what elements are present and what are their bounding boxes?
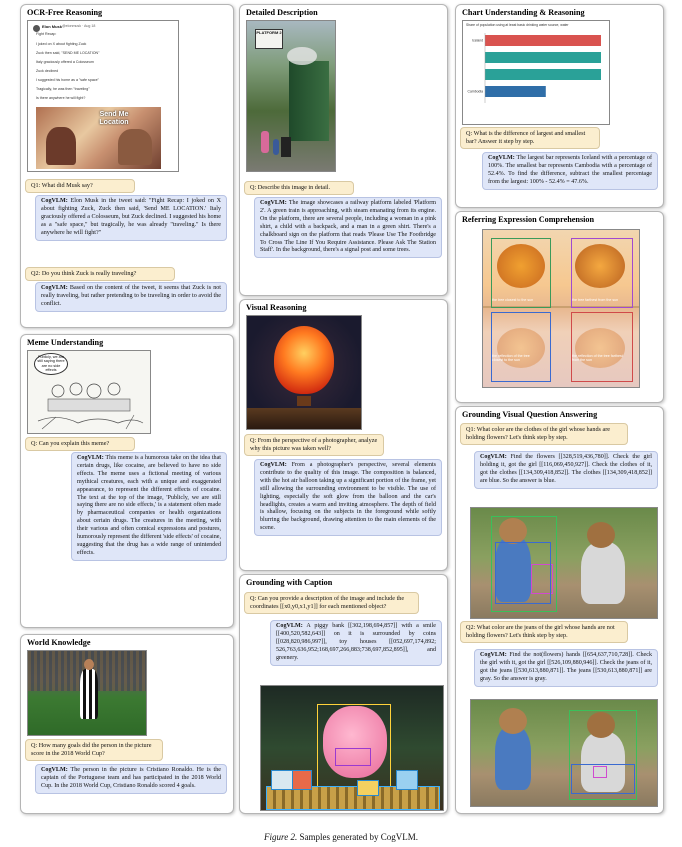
chart-bar bbox=[485, 52, 601, 63]
meme-q bbox=[25, 437, 135, 451]
gvqa-q2-text: Q2: What color are the jeans of the girl whose hands are not holding flowers? Let's think step by step. bbox=[466, 624, 615, 640]
gvqa-a1-text: Find the flowers [[328,519,436,780]]. Check the girl holding it, got the girl [[116,069,450,927]]. Check the clothes of it, got the clothes [[134,309,418,852]]. The clothes [[134,309,418,852]] are blue. So the answer is blue. bbox=[480, 454, 652, 484]
tweet-handle: @elonmusk · Aug 18 bbox=[62, 24, 96, 28]
piggy-bank-photo bbox=[260, 685, 444, 811]
grounding-caption-a bbox=[270, 620, 442, 666]
ref-label: the reflection of the tree closest to the sun bbox=[492, 354, 530, 363]
referring-title: Referring Expression Comprehension bbox=[462, 215, 595, 224]
tweet-line: Tragically, he was then "traveling" bbox=[36, 87, 90, 91]
piggy-box bbox=[317, 704, 391, 788]
box-clothes bbox=[495, 542, 551, 604]
tweet-line: Zuck then said, "SEND ME LOCATION" bbox=[36, 51, 100, 55]
cogvlm-label: CogVLM: bbox=[41, 285, 68, 291]
grounding-caption-q bbox=[244, 592, 419, 614]
visual-q-text: Q: From the perspective of a photographer, analyze why this picture was taken well? bbox=[250, 437, 378, 453]
girl-right-hair bbox=[587, 522, 615, 548]
meme-q-text: Q: Can you explain this meme? bbox=[31, 440, 110, 447]
chart-bar bbox=[485, 86, 546, 97]
girl-left bbox=[495, 726, 531, 790]
bar-chart bbox=[463, 21, 609, 124]
tweet-line: I joked on X about fighting Zuck bbox=[36, 42, 87, 46]
cogvlm-label: CogVLM: bbox=[41, 198, 68, 204]
ocr-q2 bbox=[25, 267, 175, 281]
detailed-title: Detailed Description bbox=[246, 8, 318, 17]
platform-sign-text: PLATFORM 2 bbox=[256, 30, 282, 35]
meme-a bbox=[71, 452, 227, 561]
ocr-q2-text: Q2: Do you think Zuck is really traveling? bbox=[31, 270, 137, 277]
tweet-line: Fight Recap: bbox=[36, 32, 57, 36]
ocr-a2 bbox=[35, 282, 227, 312]
meme-panel bbox=[20, 334, 234, 628]
tweet-screenshot bbox=[27, 20, 179, 172]
tweet-avatar bbox=[33, 25, 40, 32]
grounding-caption-panel bbox=[239, 574, 448, 814]
cogvlm-label: CogVLM: bbox=[260, 462, 287, 468]
world-q bbox=[25, 739, 163, 761]
chart-q-text: Q: What is the difference of largest and smallest bar? Answer it step by step. bbox=[466, 130, 586, 146]
gvqa-a1 bbox=[474, 451, 658, 489]
chalkboard-sign bbox=[281, 137, 291, 157]
visual-panel bbox=[239, 299, 448, 571]
gvqa-q1-text: Q1: What color are the clothes of the girl whose hands are holding flowers? Let's think step by step. bbox=[466, 426, 611, 442]
gvqa-title: Grounding Visual Question Answering bbox=[462, 410, 598, 419]
girl-left-hair bbox=[499, 708, 527, 734]
gvqa-panel bbox=[455, 406, 664, 814]
steam bbox=[287, 47, 317, 65]
chart-a bbox=[482, 152, 658, 190]
detailed-a bbox=[254, 197, 442, 258]
tweet-line: Is there anywhere he will fight? bbox=[36, 96, 86, 100]
visual-a bbox=[254, 459, 442, 536]
ground-lights bbox=[247, 408, 361, 429]
tweet-author: Elon Musk bbox=[42, 24, 63, 29]
gvqa-a2 bbox=[474, 649, 658, 687]
box-reflection-near bbox=[491, 312, 551, 382]
tweet-line: Zuck declined bbox=[36, 69, 59, 73]
ocr-a1-text: Elon Musk in the tweet said: "Fight Recap: I joked on X about fighting Zuck, Zuck then said, 'Send ME LOCATION.' Italy graciously offered a Colosseum, but Zuck declined. I suggested his home as a "safe space," but tragically, he was already "traveling." Is there anywhere he will fight?" bbox=[41, 198, 221, 236]
chart-bar bbox=[485, 35, 601, 46]
world-a-text: The person in the picture is Cristiano Ronaldo. He is the captain of the Portuguese team and has participated in the 2018 World Cup. In the 2018 World Cup, Cristiano Ronaldo scored 4 goals. bbox=[41, 767, 221, 789]
girls-photo-2 bbox=[470, 699, 658, 807]
speech-bubble: Publicly, we are still saying there are no side effects bbox=[34, 353, 68, 375]
person-child bbox=[273, 139, 279, 155]
meme-overlay-text: Send Me Location bbox=[99, 111, 129, 126]
trees-photo bbox=[482, 229, 640, 388]
ocr-title: OCR-Free Reasoning bbox=[27, 8, 103, 17]
grounding-caption-q-text: Q: Can you provide a description of the image and include the coordinates [[x0,y0,x1,y1]] for each mentioned object? bbox=[250, 595, 405, 611]
world-q-text: Q: How many goals did the person in the picture score in the 2018 World Cup? bbox=[31, 742, 152, 758]
soccer-photo bbox=[27, 650, 147, 736]
cogvlm-label: CogVLM: bbox=[41, 767, 68, 773]
chart-a-text: The largest bar represents Iceland with a percentage of 100%. The smallest bar represents Cambodia with a percentage of 52.4%. To find the difference, subtract the smallest percentage from the largest: 100% - 52.4% = 47.6%. bbox=[488, 155, 652, 185]
box-reflection-far bbox=[571, 312, 633, 382]
girl-right bbox=[581, 542, 625, 604]
green-train bbox=[289, 61, 329, 141]
toy-house bbox=[357, 780, 379, 796]
detailed-a-text: The image showcases a railway platform labeled 'Platform 2'. A green train is approaching, with steam emanating from its engine. On the platform, there are several people, including a woman in a pink shirt, a child with a backpack, and a man in a green shirt. There's a chalkboard sign on the platform that reads 'Please Use The Footbridge To Cross The Line If You Require Assistance. Please Ask The Station Staff'. In the background, there's a signal post and some trees. bbox=[260, 200, 436, 254]
cogvlm-label: CogVLM: bbox=[276, 623, 303, 629]
platform-sign bbox=[255, 29, 283, 49]
bar-chart-image bbox=[462, 20, 610, 125]
girls-photo-1 bbox=[470, 507, 658, 619]
tweet-line: I suggested his home as a "safe space" bbox=[36, 78, 99, 82]
world-a bbox=[35, 764, 227, 794]
chart-title-text: Share of population using at least basic drinking water source, water bbox=[466, 23, 569, 27]
detailed-panel bbox=[239, 4, 448, 296]
chart-panel-title: Chart Understanding & Reasoning bbox=[462, 8, 585, 17]
ocr-panel bbox=[20, 4, 234, 328]
chart-category-label: Cambodia bbox=[467, 89, 483, 94]
gvqa-q2 bbox=[460, 621, 628, 643]
ocr-q1 bbox=[25, 179, 135, 193]
figure-caption-text: Samples generated by CogVLM. bbox=[299, 832, 418, 842]
toy-house bbox=[271, 770, 293, 790]
visual-q bbox=[244, 434, 384, 456]
ref-label: the tree closest to the sun bbox=[492, 298, 534, 302]
meme-title: Meme Understanding bbox=[27, 338, 104, 347]
tweet-meme-image bbox=[36, 107, 161, 169]
meme-a-text: This meme is a humorous take on the idea that certain drugs, like cocaine, are believed to have no side effects. The meme uses a fictional meeting of various mythical creatures, each with a unique and exaggerated appearance, to represent the different effects of cocaine. The text at the top of the image, 'Publicly, we are still saying there are no side effects,' is a statement often made by pharmaceutical companies or health organizations about certain drugs. The creatures in the meeting, with their various and often comical expressions and postures, humorously represent the different 'side effects' of cocaine, suggesting that the drug has a wide range of unintended effects. bbox=[77, 455, 221, 556]
balloon-photo bbox=[246, 315, 362, 430]
balloon bbox=[274, 326, 334, 394]
cogvlm-label: CogVLM: bbox=[260, 200, 287, 206]
cogvlm-label: CogVLM: bbox=[480, 454, 507, 460]
world-panel bbox=[20, 634, 234, 814]
player bbox=[80, 669, 98, 719]
meme-cartoon bbox=[27, 350, 151, 434]
cogvlm-label: CogVLM: bbox=[480, 652, 507, 658]
person-pink bbox=[261, 131, 269, 153]
figure-caption bbox=[0, 832, 682, 842]
referring-panel bbox=[455, 211, 664, 403]
world-title: World Knowledge bbox=[27, 638, 91, 647]
detailed-q bbox=[244, 181, 354, 195]
tweet-line: Italy graciously offered a Colosseum bbox=[36, 60, 94, 64]
chart-bar bbox=[485, 69, 601, 80]
cogvlm-label: CogVLM: bbox=[77, 455, 104, 461]
visual-title: Visual Reasoning bbox=[246, 303, 307, 312]
gvqa-q1 bbox=[460, 423, 628, 445]
cogvlm-label: CogVLM: bbox=[488, 155, 515, 161]
train-photo bbox=[246, 20, 336, 172]
meme-figure-right bbox=[118, 129, 152, 165]
ocr-q1-text: Q1: What did Musk say? bbox=[31, 182, 93, 189]
visual-a-text: From a photographer's perspective, several elements contribute to the quality of this image. The composition is balanced, with the hot air balloon taking up a significant portion of the frame, yet still allowing the surrounding environment to be visible. The use of lighting, especially the soft glow from the balloon and the car's headlights, creates a warm and inviting atmosphere. The depth of field is shallow, focusing on the subjects in the foreground while softly blurring the background, drawing attention to the main elements of the scene. bbox=[260, 462, 436, 532]
meme-figure-left bbox=[46, 127, 76, 165]
grounding-caption-title: Grounding with Caption bbox=[246, 578, 333, 587]
chart-category-label: Iceland bbox=[472, 38, 483, 43]
player-head bbox=[84, 659, 94, 670]
chart-panel bbox=[455, 4, 664, 208]
gvqa-a2-text: Find the not(flowers) hands [[654,637,710,728]]. Check the girl with it, got the girl [[526,109,880,946]]. Check the jeans of it, got the jeans [[530,613,880,871]]. The jeans [[530,613,880,871]] are gray. So the answer is gray. bbox=[480, 652, 652, 682]
ref-label: the tree farthest from the sun bbox=[572, 298, 619, 302]
grounding-caption-a-text: A piggy bank [[302,198,694,857]] with a smile [[400,520,582,643]] on it is surrounded by coins [[028,820,986,997]], toy houses [[052,697,174,892; 526,763,636,952;168,697,266,883;738,697,852,895]], and greenery. bbox=[276, 623, 437, 661]
ref-label: the reflection of the tree farthest from the sun bbox=[572, 354, 623, 363]
detailed-q-text: Q: Describe this image in detail. bbox=[250, 184, 331, 191]
balloon-basket bbox=[297, 396, 311, 406]
figure-label: Figure 2. bbox=[264, 832, 298, 842]
box-jeans bbox=[571, 764, 635, 794]
ocr-a2-text: Based on the content of the tweet, it seems that Zuck is not really traveling, but rather pretending to be traveling in order to avoid the conflict. bbox=[41, 285, 221, 307]
toy-house bbox=[292, 770, 312, 790]
toy-house bbox=[396, 770, 418, 790]
ocr-a1 bbox=[35, 195, 227, 241]
smile-box bbox=[335, 748, 371, 766]
chart-q bbox=[460, 127, 600, 149]
